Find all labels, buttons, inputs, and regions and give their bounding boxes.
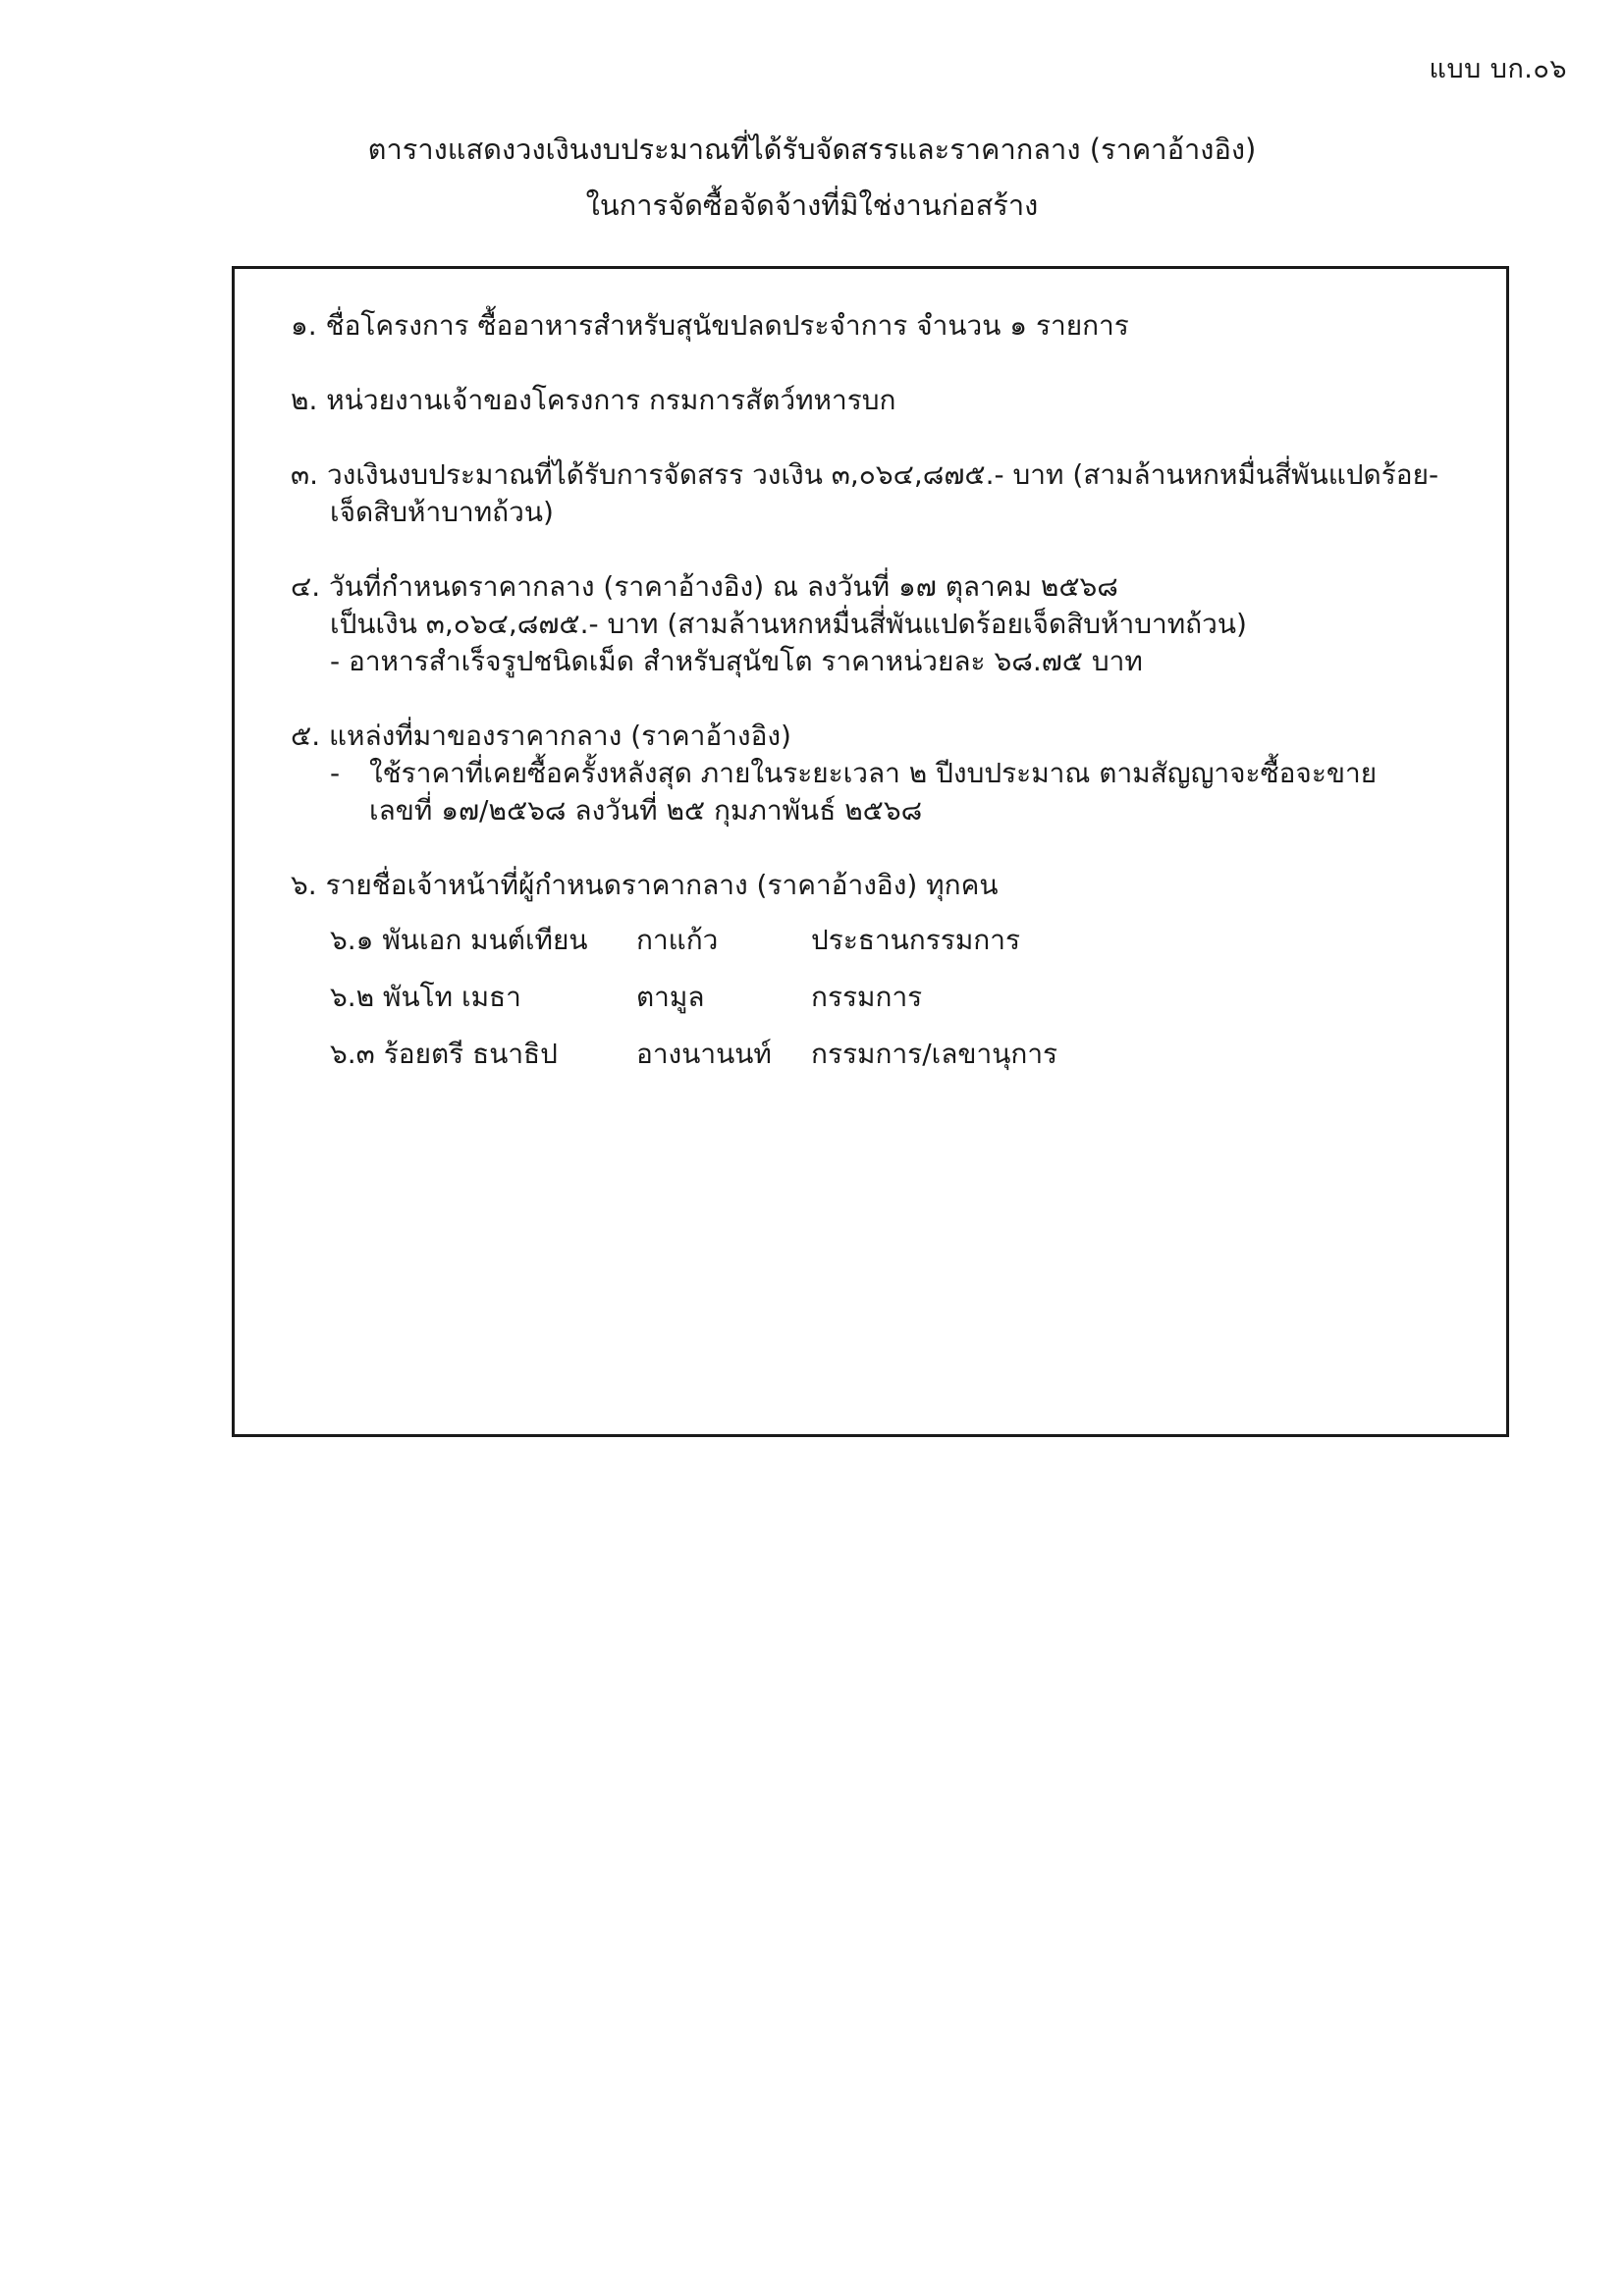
section-committee <box>291 867 1449 1083</box>
committee-heading: ๖. รายชื่อเจ้าหน้าที่ผู้กำหนดราคากลาง (ราคาอ้างอิง) ทุกคน <box>291 869 999 901</box>
committee-member-surname: กาแก้ว <box>636 924 719 956</box>
section-budget <box>291 456 1449 531</box>
price-source-line-1: ใช้ราคาที่เคยซื้อครั้งหลังสุด ภายในระยะเวลา ๒ ปีงบประมาณ ตามสัญญาจะซื้อจะขาย <box>369 757 1378 789</box>
committee-member-surname: ตามูล <box>636 981 705 1013</box>
committee-member-role: กรรมการ/เลขานุการ <box>811 1038 1058 1070</box>
form-code: แบบ บก.๐๖ <box>1429 54 1567 84</box>
budget-line-2: เจ็ดสิบห้าบาทถ้วน) <box>330 496 554 528</box>
section-owner-agency <box>291 382 1449 419</box>
budget-line-1: ๓. วงเงินงบประมาณที่ได้รับการจัดสรร วงเงิน ๓,๐๖๔,๘๗๕.- บาท (สามล้านหกหมื่นสี่พันแปดร้อย- <box>291 458 1439 491</box>
committee-member-row <box>291 1026 1449 1083</box>
committee-member-role: กรรมการ <box>811 981 923 1013</box>
section-project-name <box>291 307 1449 345</box>
document-title <box>0 122 1624 234</box>
title-line-2: ในการจัดซื้อจัดจ้างที่มิใช่งานก่อสร้าง <box>585 188 1039 222</box>
committee-member-name: ๖.๒ พันโท เมธา <box>330 981 521 1013</box>
section-reference-price-date <box>291 568 1449 680</box>
committee-member-row <box>291 912 1449 969</box>
title-line-1: ตารางแสดงวงเงินงบประมาณที่ได้รับจัดสรรและราคากลาง (ราคาอ้างอิง) <box>367 133 1257 166</box>
committee-member-name: ๖.๑ พันเอก มนต์เทียน <box>330 924 588 956</box>
content-body <box>291 307 1449 1120</box>
reference-amount-line: เป็นเงิน ๓,๐๖๔,๘๗๕.- บาท (สามล้านหกหมื่นสี่พันแปดร้อยเจ็ดสิบห้าบาทถ้วน) <box>330 608 1247 640</box>
committee-member-surname: อางนานนท์ <box>636 1038 772 1070</box>
price-source-heading: ๕. แหล่งที่มาของราคากลาง (ราคาอ้างอิง) <box>291 720 791 752</box>
committee-member-name: ๖.๓ ร้อยตรี ธนาธิป <box>330 1038 558 1070</box>
reference-date-line: ๔. วันที่กำหนดราคากลาง (ราคาอ้างอิง) ณ ลงวันที่ ๑๗ ตุลาคม ๒๕๖๘ <box>291 570 1118 603</box>
price-source-bullet <box>291 755 1449 792</box>
project-name-text: ๑. ชื่อโครงการ ซื้ออาหารสำหรับสุนัขปลดประจำการ จำนวน ๑ รายการ <box>291 309 1129 342</box>
bullet-dash: - <box>330 757 341 789</box>
committee-member-row <box>291 969 1449 1026</box>
owner-agency-text: ๒. หน่วยงานเจ้าของโครงการ กรมการสัตว์ทหารบก <box>291 384 896 416</box>
reference-item-bullet: - อาหารสำเร็จรูปชนิดเม็ด สำหรับสุนัขโต ราคาหน่วยละ ๖๘.๗๕ บาท <box>330 645 1143 677</box>
committee-member-role: ประธานกรรมการ <box>811 924 1021 956</box>
section-price-source <box>291 718 1449 829</box>
price-source-line-2: เลขที่ ๑๗/๒๕๖๘ ลงวันที่ ๒๕ กุมภาพันธ์ ๒๕๖๘ <box>369 794 923 827</box>
